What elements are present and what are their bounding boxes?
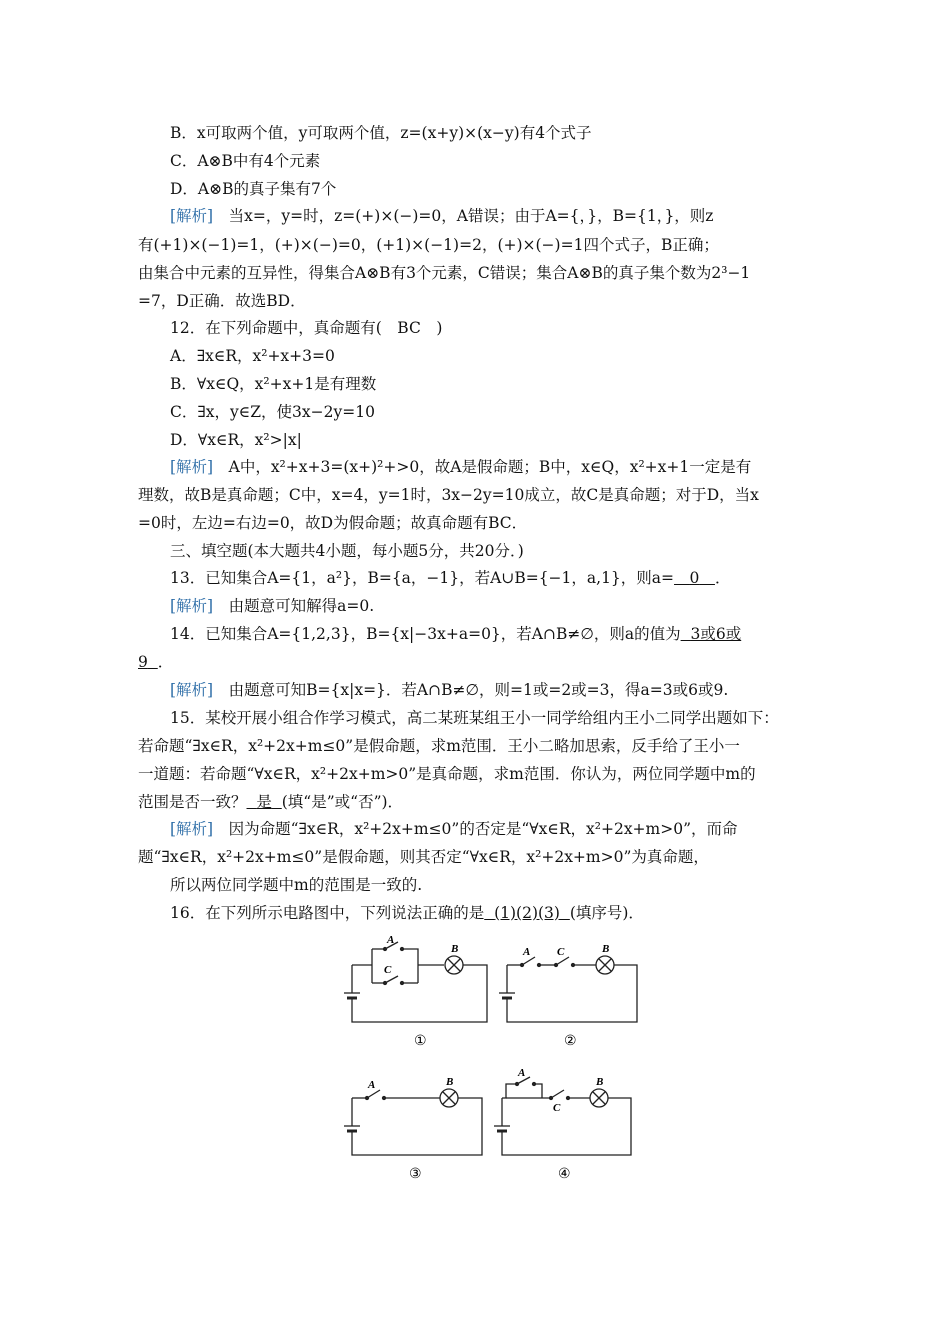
- circuit-4-label-b: B: [596, 1076, 604, 1088]
- q14-answer-part-1: 3或6或: [690, 625, 742, 643]
- q14-stem-cont: 9 ．: [138, 653, 174, 671]
- circuit-4-label-a: A: [518, 1068, 526, 1079]
- q12-stem: 12．在下列命题中，真命题有( BC ): [170, 319, 443, 337]
- circuit-2-caption: ②: [564, 1034, 577, 1049]
- q16-stem: 16．在下列所示电路图中，下列说法正确的是 (1)(2)(3) (填序号)．: [170, 904, 644, 922]
- q12-answer: BC: [397, 319, 421, 337]
- circuit-2-label-b: B: [602, 943, 610, 955]
- circuit-2-label-a: A: [523, 946, 531, 958]
- q12-option-d: D．∀x∈R，x²>|x|: [170, 431, 302, 449]
- q11-option-c: C．A⊗B中有4个元素: [170, 152, 321, 170]
- q12-option-b: B．∀x∈Q，x²+x+1是有理数: [170, 375, 377, 393]
- circuit-2-label-c: C: [557, 946, 565, 958]
- q11-analysis-line-2: 有(+1)×(−1)=1，(+)×(−)=0，(+1)×(−1)=2，(+)×(−)=1四个式子，B正确；: [138, 236, 719, 254]
- circuit-diagram-2: [495, 935, 645, 1050]
- q15-stem-line-2: 若命题“∃x∈R，x²+2x+m≤0”是假命题，求m范围．王小二略加思索，反手给了王小一: [138, 737, 740, 755]
- q15-analysis-line-3: 所以两位同学题中m的范围是一致的.: [170, 876, 423, 894]
- circuit-1-label-a: A: [387, 935, 395, 946]
- circuit-3-label-a: A: [368, 1079, 376, 1091]
- q15-analysis-line-2: 题“∃x∈R，x²+2x+m≤0”是假命题，则其否定“∀x∈R，x²+2x+m>0”为真命题，: [138, 848, 709, 866]
- circuit-diagram-3: [340, 1068, 490, 1183]
- circuit-diagram-4: [490, 1068, 640, 1183]
- analysis-tag: [解析]: [170, 681, 214, 699]
- q16-answer: (1)(2)(3): [494, 904, 560, 922]
- q15-answer: 是: [256, 793, 272, 811]
- circuit-3-label-b: B: [446, 1076, 454, 1088]
- q11-analysis-line-1: [解析] 当x=，y=时，z=(+)×(−)=0，A错误；由于A={，}，B={1，}，则z: [170, 207, 714, 225]
- circuit-diagram-1: [340, 935, 490, 1050]
- circuit-3-caption: ③: [409, 1167, 422, 1182]
- circuit-1-caption: ①: [414, 1034, 427, 1049]
- q15-stem-line-3: 一道题：若命题“∀x∈R，x²+2x+m>0”是真命题，求m范围．你认为，两位同学题中m的: [138, 765, 756, 783]
- q12-analysis-line-3: =0时，左边=右边=0，故D为假命题；故真命题有BC．: [138, 514, 528, 532]
- circuit-4-label-c: C: [553, 1102, 561, 1114]
- q12-analysis-line-1: [解析] A中，x²+x+3=(x+)²+>0，故A是假命题；B中，x∈Q，x²+x+1一定是有: [170, 458, 752, 476]
- circuit-1-label-c: C: [384, 964, 392, 976]
- q13-answer: 0: [689, 569, 700, 587]
- q15-stem-line-1: 15．某校开展小组合作学习模式，高二某班某组王小一同学给组内王小二同学出题如下：: [170, 709, 779, 727]
- q13-analysis: [解析] 由题意可知解得a=0.: [170, 597, 375, 615]
- q14-stem: 14．已知集合A={1,2,3}，B={x|−3x+a=0}，若A∩B≠∅，则a的值为 3或6或: [170, 625, 742, 643]
- q11-option-d: D．A⊗B的真子集有7个: [170, 180, 337, 198]
- q11-analysis-line-3: 由集合中元素的互异性，得集合A⊗B有3个元素，C错误；集合A⊗B的真子集个数为2³−1: [138, 264, 751, 282]
- section-heading: 三、填空题(本大题共4小题，每小题5分，共20分．): [170, 542, 524, 560]
- q15-analysis-line-1: [解析] 因为命题“∃x∈R，x²+2x+m≤0”的否定是“∀x∈R，x²+2x+m>0”，而命: [170, 820, 738, 838]
- q11-analysis-line-4: =7，D正确．故选BD．: [138, 292, 306, 310]
- q14-analysis: [解析] 由题意可知B={x|x=}．若A∩B≠∅，则=1或=2或=3，得a=3或6或9.: [170, 681, 729, 699]
- circuit-4-caption: ④: [558, 1167, 571, 1182]
- analysis-tag: [解析]: [170, 597, 214, 615]
- q15-stem-line-4: 范围是否一致？ 是 (填“是”或“否”)．: [138, 793, 404, 811]
- q13-stem: 13．已知集合A={1，a²}，B={a，−1}，若A∪B={−1，a,1}，则a= 0 ．: [170, 569, 731, 587]
- analysis-tag: [解析]: [170, 458, 214, 476]
- analysis-tag: [解析]: [170, 207, 214, 225]
- analysis-tag: [解析]: [170, 820, 214, 838]
- q11-option-b: B．x可取两个值，y可取两个值，z=(x+y)×(x−y)有4个式子: [170, 124, 592, 142]
- q12-option-a: A．∃x∈R，x²+x+3=0: [170, 347, 335, 365]
- q12-option-c: C．∃x，y∈Z，使3x−2y=10: [170, 403, 375, 421]
- q14-answer-part-2: 9: [138, 653, 148, 671]
- q12-analysis-line-2: 理数，故B是真命题；C中，x=4，y=1时，3x−2y=10成立，故C是真命题；对于D，当x: [138, 486, 759, 504]
- circuit-1-label-b: B: [451, 943, 459, 955]
